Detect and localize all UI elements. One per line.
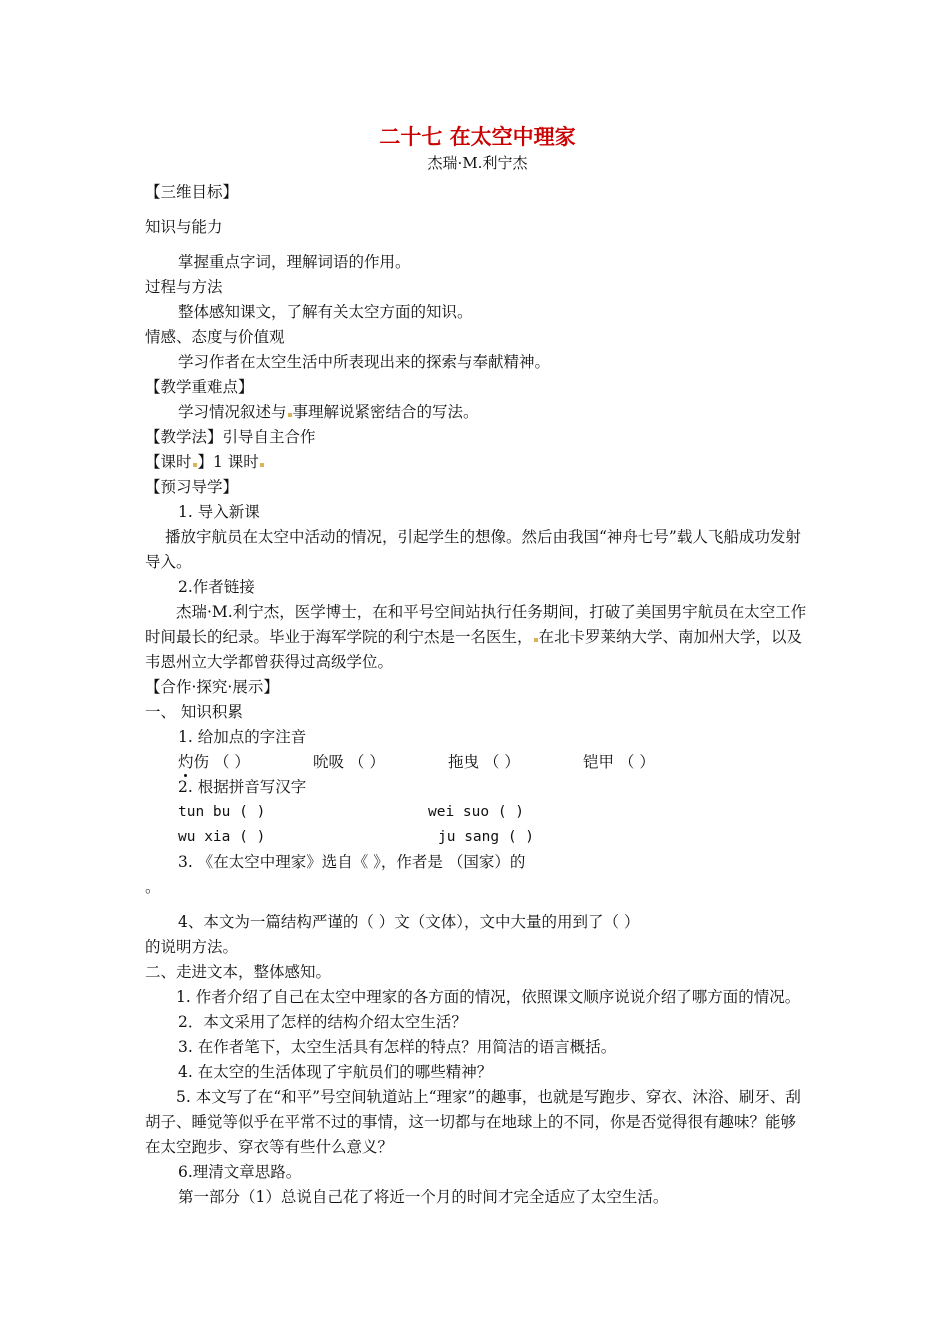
goal-emotion-title: 情感、态度与价值观 xyxy=(145,328,285,346)
question-2-row-1 xyxy=(145,800,810,825)
preview-2-text: 杰瑞·M.利宁杰，医学博士，在和平号空间站执行任务期间，打破了美国男宇航员在太空工作时间最长的纪录。毕业于海军学院的利宁杰是一名医生， 在北卡罗莱纳大学、南加州大学，以及韦恩州立大学都曾获得过高级学位。 xyxy=(145,603,807,671)
section-2-question-6: 6.理清文章思路。 xyxy=(178,1163,302,1181)
section-2-question-3: 3. 在作者笔下，太空生活具有怎样的特点？用简洁的语言概括。 xyxy=(178,1038,617,1056)
pinyin-weisuo: wei suo ( ) xyxy=(428,804,525,820)
section-2-question-4: 4. 在太空的生活体现了宇航员们的哪些精神？ xyxy=(178,1063,493,1081)
heading-method: 【教学法】引导自主合作 xyxy=(145,428,316,446)
heading-cooperation: 【合作·探究·展示】 xyxy=(145,678,279,696)
key-points-text: 学习情况叙述与 事理解说紧密结合的写法。 xyxy=(178,403,479,421)
pinyin-jusang: ju sang ( ) xyxy=(438,829,535,845)
goal-knowledge-text: 掌握重点字词，理解词语的作用。 xyxy=(178,253,411,271)
question-4-tail: 的说明方法。 xyxy=(145,938,239,956)
preview-1-text: 播放宇航员在太空中活动的情况，引起学生的想像。然后由我国“神舟七号”载人飞船成功发射导入。 xyxy=(145,528,801,571)
preview-2-title: 2.作者链接 xyxy=(178,578,255,596)
section-1-title: 一、 知识积累 xyxy=(145,703,243,721)
section-2-question-1: 1. 作者介绍了自己在太空中理家的各方面的情况，依照课文顺序说说介绍了哪方面的情况。 xyxy=(176,988,801,1006)
section-2-question-2: 2．本文采用了怎样的结构介绍太空生活？ xyxy=(178,1013,467,1031)
author-line: 杰瑞·M.利宁杰 xyxy=(427,154,528,172)
goal-process-title: 过程与方法 xyxy=(145,278,223,296)
pinyin-item-1: 灼伤 （ ） xyxy=(178,753,250,771)
question-2-row-2 xyxy=(145,825,810,850)
question-4: 4、本文为一篇结构严谨的（ ）文（文体），文中大量的用到了（ ） xyxy=(178,913,640,931)
heading-goals: 【三维目标】 xyxy=(145,183,239,201)
pinyin-item-4: 铠甲 （ ） xyxy=(583,753,655,771)
document-page xyxy=(145,118,810,1210)
pinyin-item-3: 拖曳 （ ） xyxy=(448,753,520,771)
question-2-title: 2. 根据拼音写汉字 xyxy=(178,778,307,796)
preview-1-title: 1. 导入新课 xyxy=(178,503,260,521)
goal-process-text: 整体感知课文，了解有关太空方面的知识。 xyxy=(178,303,473,321)
page-title: 二十七 在太空中理家 xyxy=(379,125,576,149)
question-3-tail: 。 xyxy=(145,878,161,896)
question-1-title: 1. 给加点的字注音 xyxy=(178,728,307,746)
section-2-question-5: 5. 本文写了在“和平”号空间轨道站上“理家”的趣事，也就是写跑步、穿衣、沐浴、刷牙、刮胡子、睡觉等似乎在平常不过的事情，这一切都与在地球上的不同，你是否觉得很有趣味？能够在太空跑步、穿衣等有些什么意义？ xyxy=(145,1088,801,1156)
section-2-title: 二、走进文本，整体感知。 xyxy=(145,963,332,981)
heading-class-hours: 【课时 】1 课时 xyxy=(145,450,810,475)
pinyin-tunbu: tun bu ( ) xyxy=(178,804,266,820)
pinyin-item-2: 吮吸 （ ） xyxy=(313,753,385,771)
question-1-items xyxy=(145,750,810,775)
heading-key-points: 【教学重难点】 xyxy=(145,378,254,396)
section-2-part-1: 第一部分（1）总说自己花了将近一个月的时间才完全适应了太空生活。 xyxy=(178,1188,669,1206)
pinyin-wuxia: wu xia ( ) xyxy=(178,829,266,845)
heading-preview: 【预习导学】 xyxy=(145,478,239,496)
goal-knowledge-title: 知识与能力 xyxy=(145,218,223,236)
goal-emotion-text: 学习作者在太空生活中所表现出来的探索与奉献精神。 xyxy=(178,353,551,371)
question-3: 3. 《在太空中理家》选自《 》，作者是 （国家）的 xyxy=(178,853,526,871)
